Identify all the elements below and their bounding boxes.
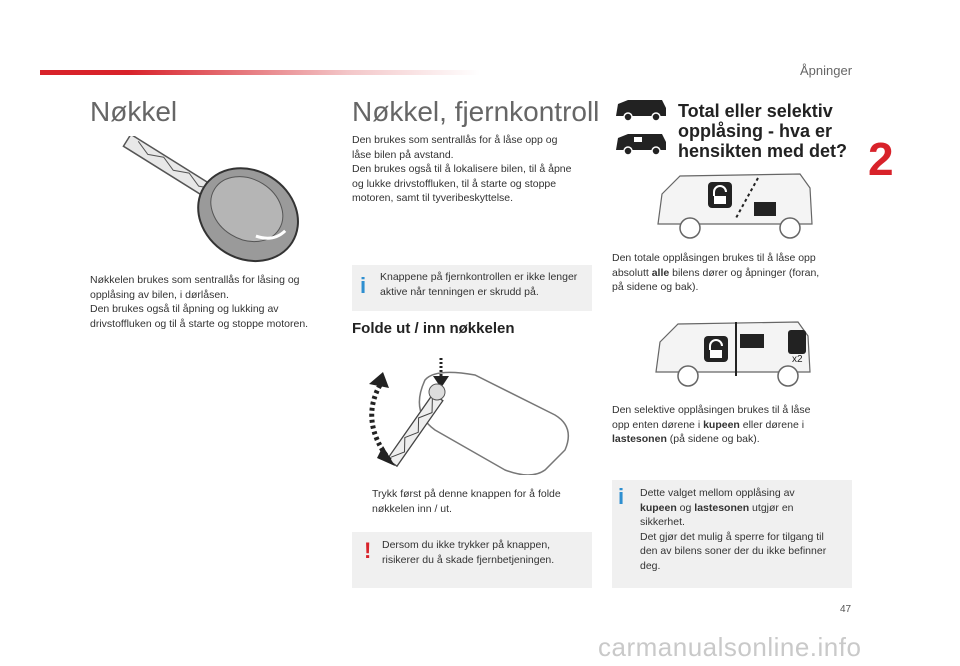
info-icon: i: [360, 273, 367, 298]
page-number: 47: [840, 604, 852, 615]
fold-title: Folde ut / inn nøkkelen: [352, 320, 515, 337]
folding-key-illustration: [355, 350, 585, 475]
total-unlock-van-illustration: [650, 168, 820, 242]
x2-label: x2: [792, 354, 803, 365]
watermark[interactable]: carmanualsonline.info: [598, 632, 862, 662]
section-title: Åpninger: [800, 63, 853, 78]
key-title: Nøkkel: [90, 96, 178, 127]
total-unlock-description: Den totale opplåsingen brukes til å låse opp absolutt alle bilens dører og åpninger (foran, på sidene og bak).: [612, 252, 820, 293]
header-accent-bar: [40, 70, 480, 75]
key-illustration: [118, 136, 308, 266]
selective-unlock-van-illustration: [648, 314, 820, 392]
info-icon: i: [618, 484, 625, 509]
selective-unlock-description: Den selektive opplåsingen brukes til å låse opp enten dørene i kupeen eller dørene i lastesonen (på sidene og bak).: [612, 404, 811, 445]
chapter-number: 2: [868, 133, 894, 185]
remote-info-note: i Knappene på fjernkontrollen er ikke lenger aktive når tenningen er skrudd på.: [352, 265, 592, 311]
remote-key-description: Den brukes som sentrallås for å låse opp og låse bilen på avstand. Den brukes også til å lokalisere bilen, til å åpne og lukke drivstoffluken, til å starte og stoppe motoren, samt til tyveribeskyttelse.: [352, 134, 572, 204]
fold-step: Trykk først på denne knappen for å folde nøkkelen inn / ut.: [372, 488, 561, 515]
van-icon-bottom: [612, 130, 670, 158]
unlock-title: Total eller selektiv opplåsing - hva er hensikten med det?: [678, 101, 848, 161]
warning-icon: !: [364, 538, 372, 563]
key-description: Nøkkelen brukes som sentrallås for låsing og opplåsing av bilen, i dørlåsen. Den brukes også til åpning og lukking av drivstoffluken og til å starte og stoppe motoren.: [90, 274, 309, 330]
van-icon-top: [612, 96, 670, 124]
selective-info-note: i Dette valget mellom opplåsing av kupeen og lastesonen utgjør en sikkerhet. Det gjør det mulig å sperre for tilgang til den av bilens soner der du ikke befinner deg.: [612, 480, 852, 588]
remote-key-title: Nøkkel, fjernkontroll: [352, 96, 600, 127]
warning-note: ! Dersom du ikke trykker på knappen, risikerer du å skade fjernbetjeningen.: [352, 532, 592, 588]
